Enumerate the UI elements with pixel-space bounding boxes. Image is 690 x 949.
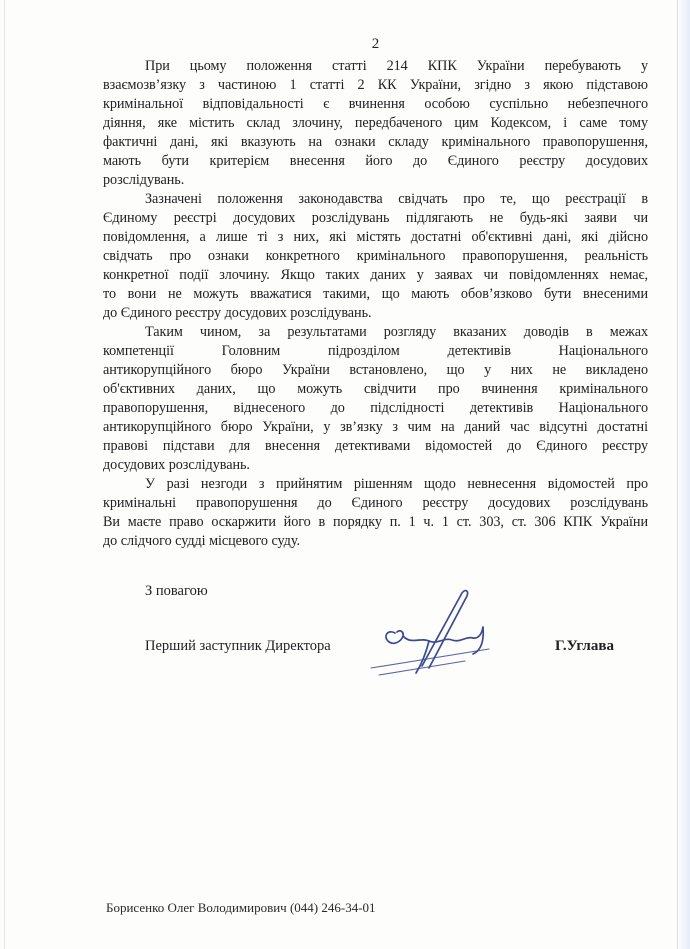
footer-contact: Борисенко Олег Володимирович (044) 246-34-01 (106, 900, 376, 915)
text-line: Зазначені положення законодавства свідчать про те, що реєстрації в (145, 191, 648, 207)
text-line: антикорупційного бюро України встановлено, що у них не викладено (103, 362, 648, 378)
text-line: до слідчого судді місцевого суду. (103, 533, 300, 549)
scan-edge-right (677, 0, 690, 949)
closing-salutation: З повагою (145, 583, 208, 599)
text-line: об'єктивних даних, що можуть свідчити про вчинення кримінального (103, 381, 648, 397)
text-line: взаємозв’язку з частиною 1 статті 2 КК України, згідно з якою підставою (103, 77, 648, 93)
text-line: Ви маєте право оскаржити його в порядку п. 1 ч. 1 ст. 303, ст. 306 КПК України (103, 514, 648, 530)
signer-name: Г.Углава (555, 638, 614, 654)
text-line: При цьому положення статті 214 КПК України перебувають у (145, 58, 648, 74)
text-line: кримінальні правопорушення до Єдиного реєстру досудових розслідувань (103, 495, 648, 511)
text-line: правопорушення, віднесеного до підслідності детективів Національного (103, 400, 648, 416)
text-line: Єдиному реєстрі досудових розслідувань підлягають не будь-які заяви чи (103, 210, 648, 226)
text-line: правові підстави для внесення детективами відомостей до Єдиного реєстру (103, 438, 648, 454)
text-line: розслідувань. (103, 172, 185, 188)
handwritten-signature-icon (368, 588, 503, 676)
text-line: повідомлення, а лише ті з них, які містять достатні об'єктивні дані, які дійсно (103, 229, 648, 245)
text-line: фактичні дані, які вказують на ознаки складу кримінального правопорушення, (103, 134, 648, 150)
text-line: Таким чином, за результатами розгляду вказаних доводів в межах (145, 324, 648, 340)
text-line: свідчать про ознаки конкретного кримінального правопорушення, реальність (103, 248, 648, 264)
text-line: до Єдиного реєстру досудових розслідувань. (103, 305, 372, 321)
page-number: 2 (371, 36, 380, 52)
scan-edge-left (4, 0, 5, 949)
text-line: мають бути критерієм внесення його до Єдиного реєстру досудових (103, 153, 648, 169)
text-line: конкретної події злочину. Якщо таких даних у заявах чи повідомленнях немає, (103, 267, 648, 283)
text-line: діяння, яке містить склад злочину, передбаченого цим Кодексом, і саме тому (103, 115, 648, 131)
document-body (103, 57, 648, 551)
text-line: антикорупційного бюро України, у зв’язку з чим на даний час відсутні достатні (103, 419, 648, 435)
text-line: то вони не можуть вважатися такими, що мають обов’язково бути внесеними (103, 286, 648, 302)
text-line: досудових розслідувань. (103, 457, 250, 473)
text-line: У разі незгоди з прийнятим рішенням щодо невнесення відомостей про (145, 476, 648, 492)
signer-title: Перший заступник Директора (145, 638, 331, 654)
text-line: кримінальної відповідальності є вчинення особою суспільно небезпечного (103, 96, 648, 112)
text-line: компетенції Головним підрозділом детективів Національного (103, 343, 648, 359)
